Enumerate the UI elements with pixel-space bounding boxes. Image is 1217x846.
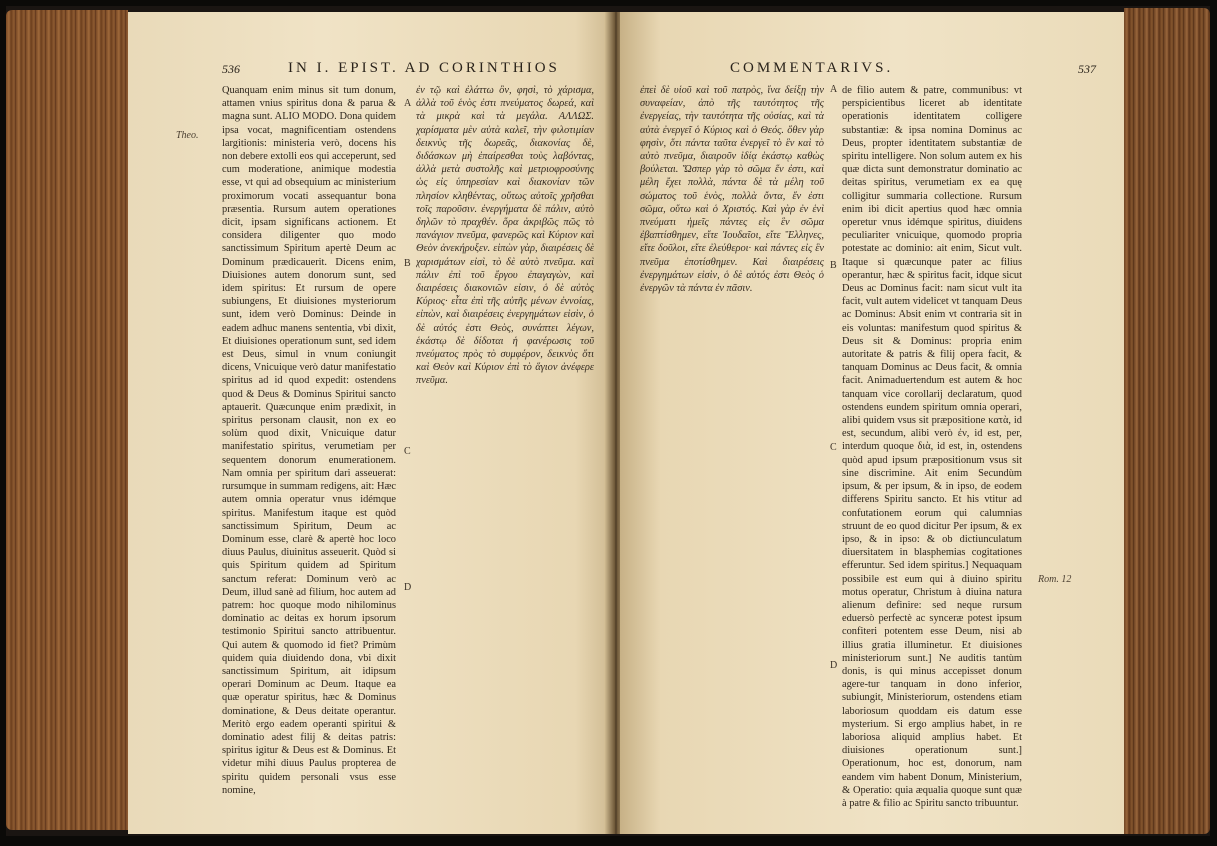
- section-letter-d-right: D: [830, 660, 838, 671]
- right-latin-column: de filio autem & patre, communibus: vt perspicientibus liceret ab identitate operationis identitatem colligere substantiæ: & ipsa nomina Dominus ac Deus, propter identitatem substantiæ de spiritu intelligere. Non solum autem ex his quæ dicta sunt demonstratur dominatio ac deitas spiritus, verumetiam ex ea quę colligitur summaria collectione. Rursum enim ibi dicit apertius quod hæc omnia operetur vnus idémque spiritus, diuidens peculiariter vnicuique, quomodo propria potestate ac dominio: ait enim, Sicut vult. Itaque si quæcunque pater ac filius operantur, hæc & spiritus facit, idque sicut Deus ac Dominus facit: nam sicut vult ita facit, vult autem videlicet vt tanquam Deus ac Dominus: Absit enim vt contraria sit in eis voluntas: manifestum quod spiritus & Deus sit & Dominus: propria enim autoritate & patris & filij opera facit, & tanquam Dominus ac Deus facit, & omnia facit. Animaduertendum est autem & hoc tanquam vice corollarij declaratum, quod ostendens eundem spiritum omnia operari, alibi quidem vsus sit præpositione κατὰ, id est, secundum, alibi verò ἐν, id est, per, interdum quoque διὰ, id est, in, ostendens quòd apud ipsum præpositionum vsus sit sine discrimine. Ait enim Secundùm ipsum, & per ipsum, & in ipso, de eodem differens Spiritu sancto. Et his vtitur ad confutationem eorum qui calumnias struunt de eo quod dicitur Per ipsum, & ex ipso, & in ipso: & ob dictiunculatum diuersitatem in blasphemias cogitationes efferuntur. Sed idem spiritus.] Nequaquam possibile est eum qui à diuino spiritu motus operatur, Christum à diuina natura alienum definire: sed neque rursum eduersò perfectè ac synceræ potest ipsum confiteri potentem esse Deum, nisi ab illius gratia illuminetur. Et diuisiones ministeriorum sunt.] Ne auditis tantùm donis, is qui minus accepisset donum agere-tur tanquam in dono inferior, subiungit, Ministeriorum, ostendens etiam laboriosum quoddam eis datum esse mysterium. Si ergo amplius habet, in re laboriosa aliquid amplius habet. Et diuisiones operationum sunt.] Operationum, hoc est, donorum, nam eandem vim habent Donum, Ministerium, & Operatio: quia æqualia quoque sunt quæ à patre & filio ac Spiritu sancto tribuuntur.: [842, 85, 1022, 809]
- section-letter-a: A: [404, 98, 412, 109]
- section-letter-c-right: C: [830, 442, 837, 453]
- right-page-number: 537: [1078, 62, 1096, 76]
- right-page: [620, 12, 1124, 834]
- left-page: [128, 12, 614, 834]
- section-letter-b: B: [404, 258, 411, 269]
- left-running-head: IN I. EPIST. AD CORINTHIOS: [288, 60, 560, 76]
- left-latin-column: Quanquam enim minus sit tum donum, attamen vnius spiritus dona & parua & magna sunt. ALIO MODO. Dona quidem ipsa vocat, magnificentiam ostendens largitionis: ministeria verò, docens his non debere extolli eos qui acceperunt, sed cum moderatione, animique modestia esse, vt qui ad obsequium ac ministerium proximorum vocati assequantur bona præsentia. Rursum autem operationes dicit, ipsam significans actionem. Et considera diligenter quo modo sanctissimum Spiritum apertè Deum ac Dominum prædicauerit. Dicens enim, Diuisiones autem donorum sunt, sed idem spiritus: Et rursum de opere subiungens, Et diuisiones mysteriorum sunt, idem verò Dominus: Deinde in eadem adhuc manens sententia, vbi dixit, Et diuisiones operationum sunt, sed idem est Deus, simul in vnum coniungit dicens, Vnicuique verò datur manifestatio spiritus ad id quod expedit: ostendens quod & Deus & Dominus Spiritui sancto aptauerit. Quæcunque enim prædixit, in spiritus personam clausit, non ex eo solùm quod dixit, Vnicuique datur manifestatio spiritus, verumetiam per sequentem donorum enumerationem. Nam omnia per spiritum dari asseuerat: rursumque in summam redigens, ait: Hæc autem omnia operatur vnus idémque spiritus. Manifestum itaque est quòd sanctissimum Spiritum, Deum ac Dominum esse, clarè & apertè hoc loco diuus Paulus, diuinitus asseuerit. Quòd si quis Spiritum quidem ad Spiritum sanctum referat: Dominum verò ac Deum, illud sanè ad filium, hoc autem ad patrem: hoc quoque modo nihilominus dominatio ac deitas ex horum ipsorum testimonio Spiritui sancto attribuentur. Qui autem & quomodo id fiet? Primùm quidem quia diuidendo dona, vbi dixit sanctissimum Spiritum, ait idipsum operari Dominum ac Deum. Itaque ea quæ operatur spiritus, hæc & Dominus dominatione, & Deus deitate operantur. Meritò ergo eadem operanti spiritui & dominatio adest filij & deitas patris: spiritus igitur & Deus est & Dominus. Et videtur mihi diuus Paulus propterea de spiritu quidem personali vsus esse nomine,: [222, 85, 396, 796]
- left-greek-column: ἐν τῷ καὶ ἐλάττω ὂν, φησὶ, τὸ χάρισμα, ἀλλὰ τοῦ ἑνὸς ἐστι πνεύματος δωρεά, καὶ τὰ μικρὰ καὶ τὰ μεγάλα. ΑΛΛΩΣ. χαρίσματα μὲν αὐτὰ καλεῖ, τὴν φιλοτιμίαν δεικνὺς τῆς δωρεᾶς, διακονίας δὲ, διδάσκων μὴ ἐπαίρεσθαι τοὺς λαβόντας, ἀλλὰ μετὰ συστολῆς καὶ μετριοφροσύνης ὡς εἰς ὑπηρεσίαν καὶ διακονίαν τῶν πλησίον κληθέντας, οὕτως αὐτοῖς χρῆσθαι τοῖς παροῦσιν. ἐνεργήματα δὲ πάλιν, αὐτὸ δηλῶν τὸ πραχθέν. ὅρα ἀκριβῶς πῶς τὸ πανάγιον πνεῦμα, φανερῶς καὶ Κύριον καὶ Θεὸν ἀνεκήρυξεν. εἰπὼν γὰρ, διαιρέσεις δὲ χαρισμάτων εἰσὶ, τὸ δὲ αὐτὸ πνεῦμα. καὶ πάλιν ἐπὶ τοῦ ἔργου ἐπαγαγὼν, καὶ διαιρέσεις διακονιῶν εἰσιν, ὁ δὲ αὐτὸς Κύριος· εἶτα ἐπὶ τῆς αὐτῆς μένων ἐννοίας, εἰπὼν, καὶ διαιρέσεις ἐνεργημάτων εἰσὶν, ὁ δὲ αὐτός ἐστι Θεὸς, συνάπτει λέγων, ἑκάστῳ δὲ δίδοται ἡ φανέρωσις τοῦ πνεύματος πρὸς τὸ συμφέρον, δεικνὺς ὅτι καὶ Θεὸν καὶ Κύριον ἐπὶ τὸ ἅγιον ἀνέφερε πνεῦμα.: [416, 85, 594, 387]
- left-page-number: 536: [222, 62, 240, 76]
- right-greek-column: ἐπεὶ δὲ υἱοῦ καὶ τοῦ πατρὸς, ἵνα δείξῃ τὴν συναφείαν, ἀπὸ τῆς ταυτότητος τῆς ἐνεργείας, τὴν ταυτότητα τῆς οὐσίας, καὶ τὰ αὐτὰ ἐνεργεῖ ὁ Κύριος καὶ ὁ Θεός. ὅθεν γὰρ φησὶν, ὅτι πάντα ταῦτα ἐνεργεῖ τὸ ἓν καὶ τὸ αὐτὸ πνεῦμα, διαιροῦν ἰδίᾳ ἑκάστῳ καθὼς βούλεται. Ὥσπερ γὰρ τὸ σῶμα ἕν ἐστι, καὶ μέλη ἔχει πολλὰ, πάντα δὲ τὰ μέλη τοῦ σώματος τοῦ ἑνὸς, πολλὰ ὄντα, ἕν ἐστι σῶμα, οὕτω καὶ ὁ Χριστός. Καὶ γὰρ ἐν ἑνὶ πνεύματι ἡμεῖς πάντες εἰς ἓν σῶμα ἐβαπτίσθημεν, εἴτε Ἰουδαῖοι, εἴτε Ἕλληνες, εἴτε δοῦλοι, εἴτε ἐλεύθεροι· καὶ πάντες εἰς ἓν πνεῦμα ἐποτίσθημεν. Καὶ διαιρέσεις ἐνεργημάτων εἰσὶν, ὁ δὲ αὐτός ἐστι Θεὸς ὁ ἐνεργῶν τὰ πάντα ἐν πᾶσιν.: [640, 85, 824, 295]
- right-side-note: Rom. 12: [1038, 574, 1072, 585]
- right-running-head: COMMENTARIVS.: [730, 60, 894, 76]
- section-letter-a-right: A: [830, 84, 838, 95]
- right-page-edges: [1124, 8, 1210, 834]
- section-letter-b-right: B: [830, 260, 837, 271]
- section-letter-c: C: [404, 446, 411, 457]
- left-side-note: Theo.: [176, 130, 199, 141]
- section-letter-d: D: [404, 582, 412, 593]
- left-page-edges: [6, 10, 128, 830]
